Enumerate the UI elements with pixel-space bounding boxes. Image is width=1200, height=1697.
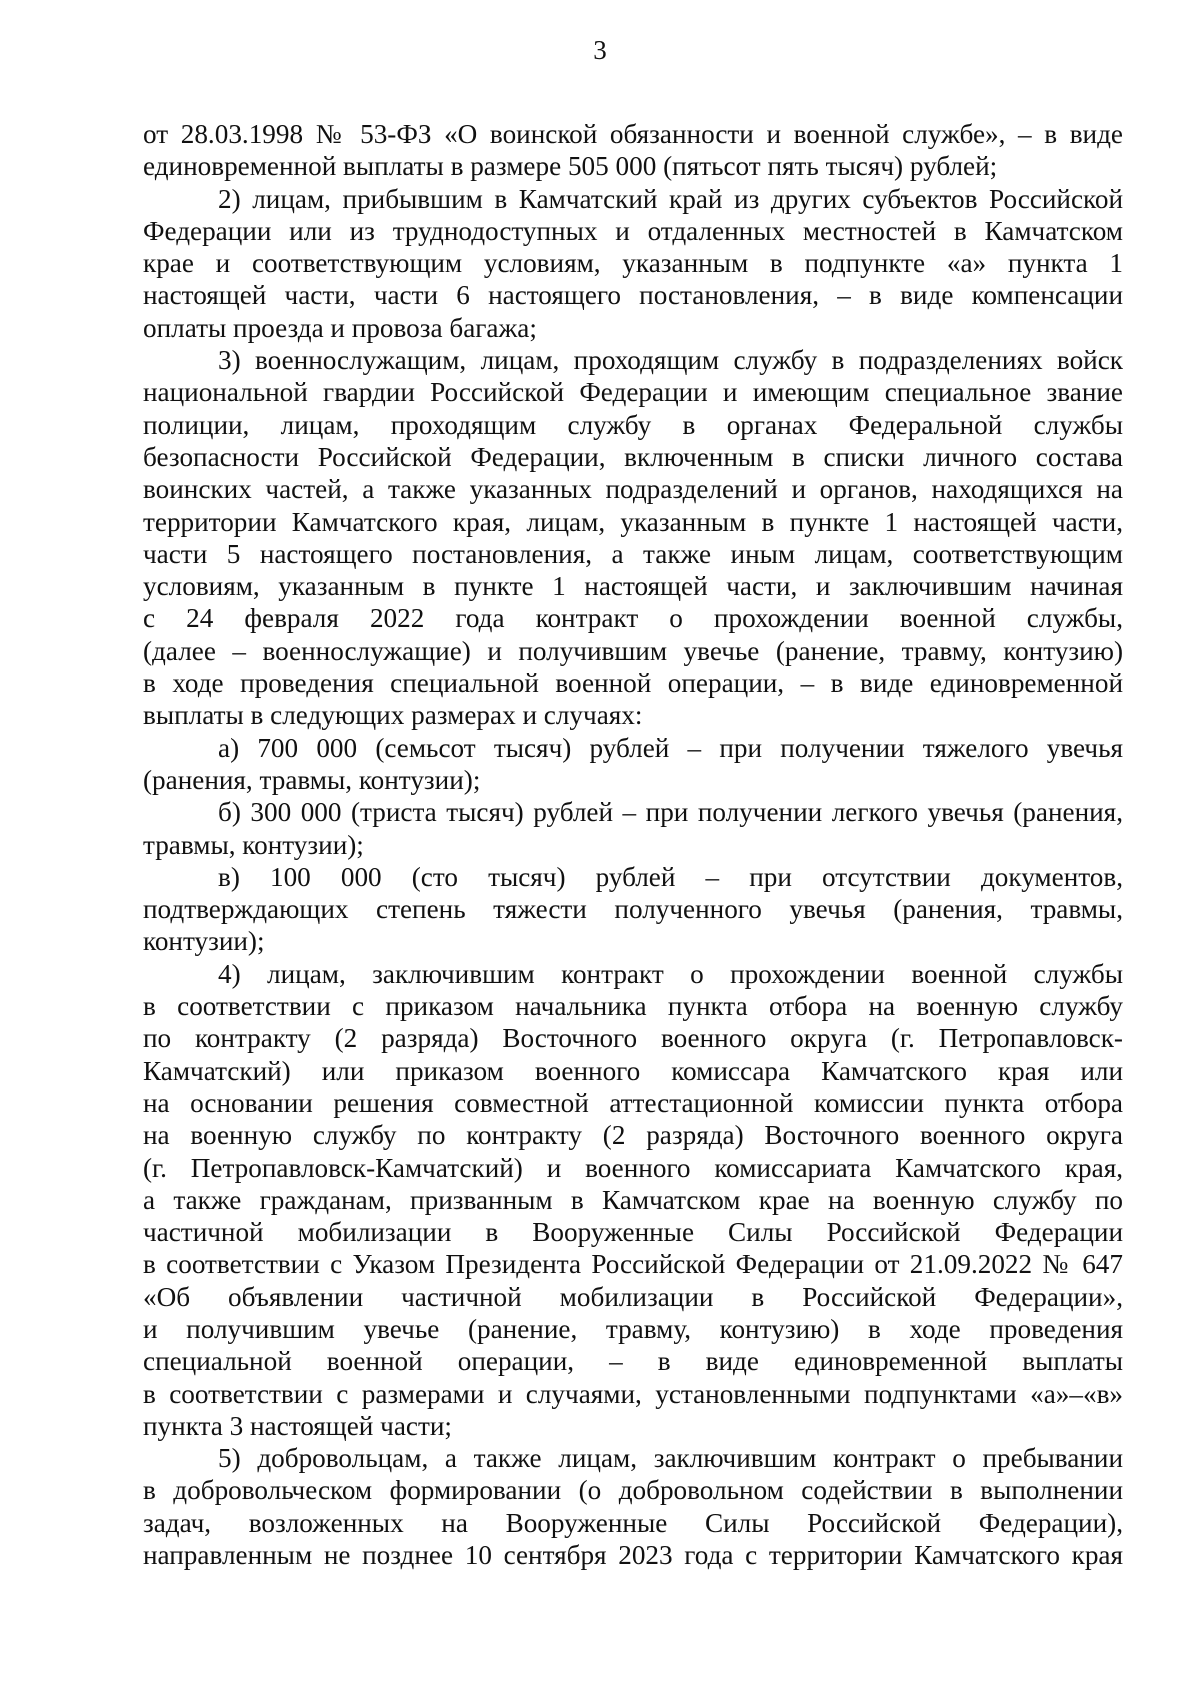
text-line: задач, возложенных на Вооруженные Силы Российской Федерации), <box>143 1507 1123 1538</box>
text-line: «Об объявлении частичной мобилизации в Российской Федерации», <box>143 1281 1123 1312</box>
text-line: частичной мобилизации в Вооруженные Силы Российской Федерации <box>143 1217 1123 1248</box>
text-line: единовременной выплаты в размере 505 000 (пятьсот пять тысяч) рублей; <box>143 151 998 182</box>
text-line: 2) лицам, прибывшим в Камчатский край из других субъектов Российской <box>218 183 1123 214</box>
text-line: в соответствии с приказом начальника пункта отбора на военную службу <box>143 991 1123 1022</box>
text-line: на военную службу по контракту (2 разряда) Восточного военного округа <box>143 1120 1123 1151</box>
text-line: подтверждающих степень тяжести полученного увечья (ранения, травмы, <box>143 894 1123 925</box>
text-line: и получившим увечье (ранение, травму, контузию) в ходе проведения <box>143 1313 1123 1344</box>
text-line: специальной военной операции, – в виде единовременной выплаты <box>143 1346 1123 1377</box>
text-line: а) 700 000 (семьсот тысяч) рублей – при получении тяжелого увечья <box>218 732 1123 763</box>
text-line: в соответствии с Указом Президента Российской Федерации от 21.09.2022 № 647 <box>143 1249 1123 1280</box>
text-line: от 28.03.1998 № 53-ФЗ «О воинской обязанности и военной службе», – в виде <box>143 119 1123 149</box>
page-number: 3 <box>593 35 607 65</box>
text-line: (ранения, травмы, контузии); <box>143 764 481 795</box>
text-line: травмы, контузии); <box>143 829 364 860</box>
text-line: Камчатский) или приказом военного комиссара Камчатского края или <box>143 1055 1123 1086</box>
text-line: национальной гвардии Российской Федерации и имеющим специальное звание <box>143 377 1123 408</box>
text-line: оплаты проезда и провоза багажа; <box>143 312 537 343</box>
text-line: воинских частей, а также указанных подразделений и органов, находящихся на <box>143 474 1123 505</box>
text-line: условиям, указанным в пункте 1 настоящей части, и заключившим начиная <box>143 571 1123 602</box>
text-line: (г. Петропавловск-Камчатский) и военного комиссариата Камчатского края, <box>143 1152 1123 1183</box>
text-line: с 24 февраля 2022 года контракт о прохождении военной службы, <box>143 603 1123 634</box>
text-line: в) 100 000 (сто тысяч) рублей – при отсутствии документов, <box>218 861 1123 892</box>
text-line: в соответствии с размерами и случаями, установленными подпунктами «а»–«в» <box>143 1378 1123 1409</box>
text-line: а также гражданам, призванным в Камчатском крае на военную службу по <box>143 1184 1123 1215</box>
text-line: (далее – военнослужащие) и получившим увечье (ранение, травму, контузию) <box>143 635 1123 666</box>
text-line: выплаты в следующих размерах и случаях: <box>143 700 643 731</box>
text-line: настоящей части, части 6 настоящего постановления, – в виде компенсации <box>143 280 1123 311</box>
text-line: в добровольческом формировании (о добровольном содействии в выполнении <box>143 1475 1123 1506</box>
text-line: крае и соответствующим условиям, указанным в подпункте «а» пункта 1 <box>143 248 1123 279</box>
document-body <box>143 118 1123 1571</box>
text-line: полиции, лицам, проходящим службу в органах Федеральной службы <box>143 409 1123 440</box>
text-line: в ходе проведения специальной военной операции, – в виде единовременной <box>143 668 1123 699</box>
text-line: б) 300 000 (триста тысяч) рублей – при получении легкого увечья (ранения, <box>218 797 1123 828</box>
text-line: части 5 настоящего постановления, а также иным лицам, соответствующим <box>143 538 1123 569</box>
text-line: 4) лицам, заключившим контракт о прохождении военной службы <box>218 958 1123 989</box>
text-line: контузии); <box>143 926 265 957</box>
text-line: по контракту (2 разряда) Восточного военного округа (г. Петропавловск- <box>143 1023 1123 1054</box>
text-line: пункта 3 настоящей части; <box>143 1410 452 1441</box>
text-line: Федерации или из труднодоступных и отдаленных местностей в Камчатском <box>143 215 1123 246</box>
text-line: 5) добровольцам, а также лицам, заключившим контракт о пребывании <box>218 1443 1123 1474</box>
text-line: территории Камчатского края, лицам, указанным в пункте 1 настоящей части, <box>143 506 1123 537</box>
text-line: на основании решения совместной аттестационной комиссии пункта отбора <box>143 1087 1123 1118</box>
text-line: 3) военнослужащим, лицам, проходящим службу в подразделениях войск <box>218 345 1123 376</box>
text-line: направленным не позднее 10 сентября 2023 года с территории Камчатского края <box>143 1540 1123 1571</box>
text-line: безопасности Российской Федерации, включенным в списки личного состава <box>143 441 1123 472</box>
